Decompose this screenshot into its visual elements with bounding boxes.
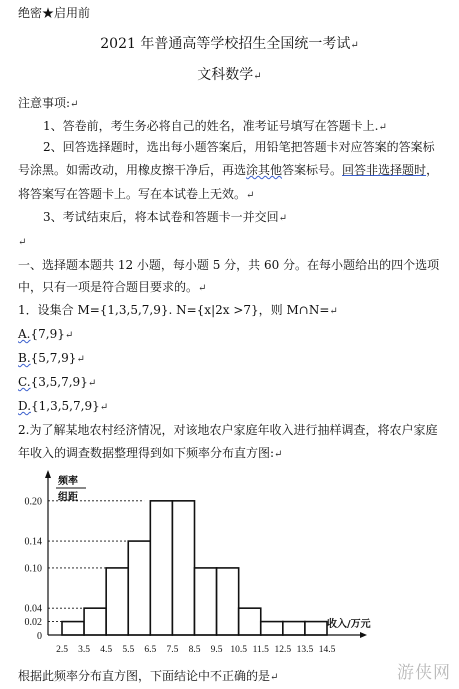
- q1-option-c: C.{3,5,7,9}↵: [18, 375, 97, 389]
- q1-option-b: B.{5,7,9}↵: [18, 351, 85, 365]
- histogram-bar: [305, 622, 327, 635]
- section-line-1: 一、选择题本题共 12 小题，每小题 5 分，共 60 分。在每小题给出的四个选项: [18, 258, 440, 272]
- x-tick-label: 10.5: [230, 645, 247, 655]
- histogram-bar: [261, 622, 283, 635]
- paragraph-mark-icon: ↵: [350, 40, 359, 51]
- x-tick-label: 14.5: [318, 645, 336, 655]
- y-tick-label: 0.02: [24, 617, 42, 629]
- watermark-logo: 游侠网: [397, 663, 451, 683]
- x-tick-label: 9.5: [210, 645, 223, 655]
- histogram-bar: [128, 541, 150, 635]
- histogram-bar: [62, 622, 84, 635]
- section-line-2: 中，只有一项是符合题目要求的。↵: [18, 280, 207, 294]
- y-axis-label-denominator: 组距: [58, 492, 78, 503]
- x-tick-label: 4.5: [100, 645, 113, 655]
- y-tick-label: 0.04: [24, 603, 42, 615]
- q1-option-a: A.{7,9}↵: [18, 327, 74, 341]
- exam-subject: 文科数学↵: [197, 67, 262, 83]
- y-axis-arrow-icon: [45, 470, 51, 478]
- x-tick-label: 8.5: [188, 645, 201, 655]
- histogram-bar: [172, 501, 194, 635]
- y-tick-label: 0.14: [24, 536, 42, 548]
- y-tick-label: 0.20: [24, 496, 42, 508]
- blank-line: ↵: [18, 237, 27, 248]
- note-2-line-3: 将答案写在答题卡上。写在本试卷上无效。↵: [18, 187, 255, 201]
- q2-conclusion: 根据此频率分布直方图，下面结论中不正确的是↵: [18, 669, 279, 683]
- secret-label: 绝密★启用前: [18, 6, 91, 20]
- y-axis-label: 频率: [58, 476, 78, 487]
- x-axis-label: 收入/万元: [327, 619, 371, 630]
- notes-heading: 注意事项:↵: [18, 96, 79, 110]
- histogram-bar: [84, 608, 106, 635]
- x-tick-label: 2.5: [56, 645, 68, 655]
- note-2-line-2: 号涂黑。如需改动，用橡皮擦干净后，再选涂其他答案标号。回答非选择题时，: [18, 163, 439, 177]
- q2-stem-line-2: 年收入的调查数据整理得到如下频率分布直方图:↵: [18, 446, 283, 460]
- x-tick-label: 12.5: [274, 645, 292, 655]
- y-tick-label: 0.10: [24, 563, 42, 575]
- histogram-bar: [217, 568, 239, 635]
- q2-stem-line-1: 2.为了解某地农村经济情况，对该地农户家庭年收入进行抽样调查，将农户家庭: [18, 423, 438, 437]
- histogram-bar: [150, 501, 172, 635]
- q1-option-d: D.{1,3,5,7,9}↵: [18, 399, 109, 413]
- histogram-bar: [195, 568, 217, 635]
- note-2-line-1: 2、回答选择题时，选出每小题答案后，用铅笔把答题卡对应答案的答案标: [43, 140, 435, 154]
- x-tick-label: 3.5: [78, 645, 91, 655]
- histogram-bar: [106, 568, 128, 635]
- x-axis-arrow-icon: [360, 632, 367, 638]
- x-tick-label: 13.5: [296, 645, 314, 655]
- x-tick-label: 5.5: [122, 645, 135, 655]
- x-tick-label: 11.5: [252, 645, 269, 655]
- x-tick-label: 7.5: [166, 645, 179, 655]
- x-tick-label: 6.5: [144, 645, 157, 655]
- frequency-histogram: [0, 470, 459, 665]
- histogram-bar: [239, 608, 261, 635]
- y-origin-label: 0: [37, 631, 42, 642]
- exam-title: 2021 年普通高等学校招生全国统一考试↵: [100, 36, 359, 52]
- note-3: 3、考试结束后，将本试卷和答题卡一并交回↵: [43, 210, 288, 224]
- note-1: 1、答卷前，考生务必将自己的姓名，准考证号填写在答题卡上.↵: [43, 119, 387, 133]
- histogram-bar: [283, 622, 305, 635]
- q1-stem: 1．设集合 M={1,3,5,7,9}. N={x|2x >7}，则 M∩N=↵: [18, 303, 338, 317]
